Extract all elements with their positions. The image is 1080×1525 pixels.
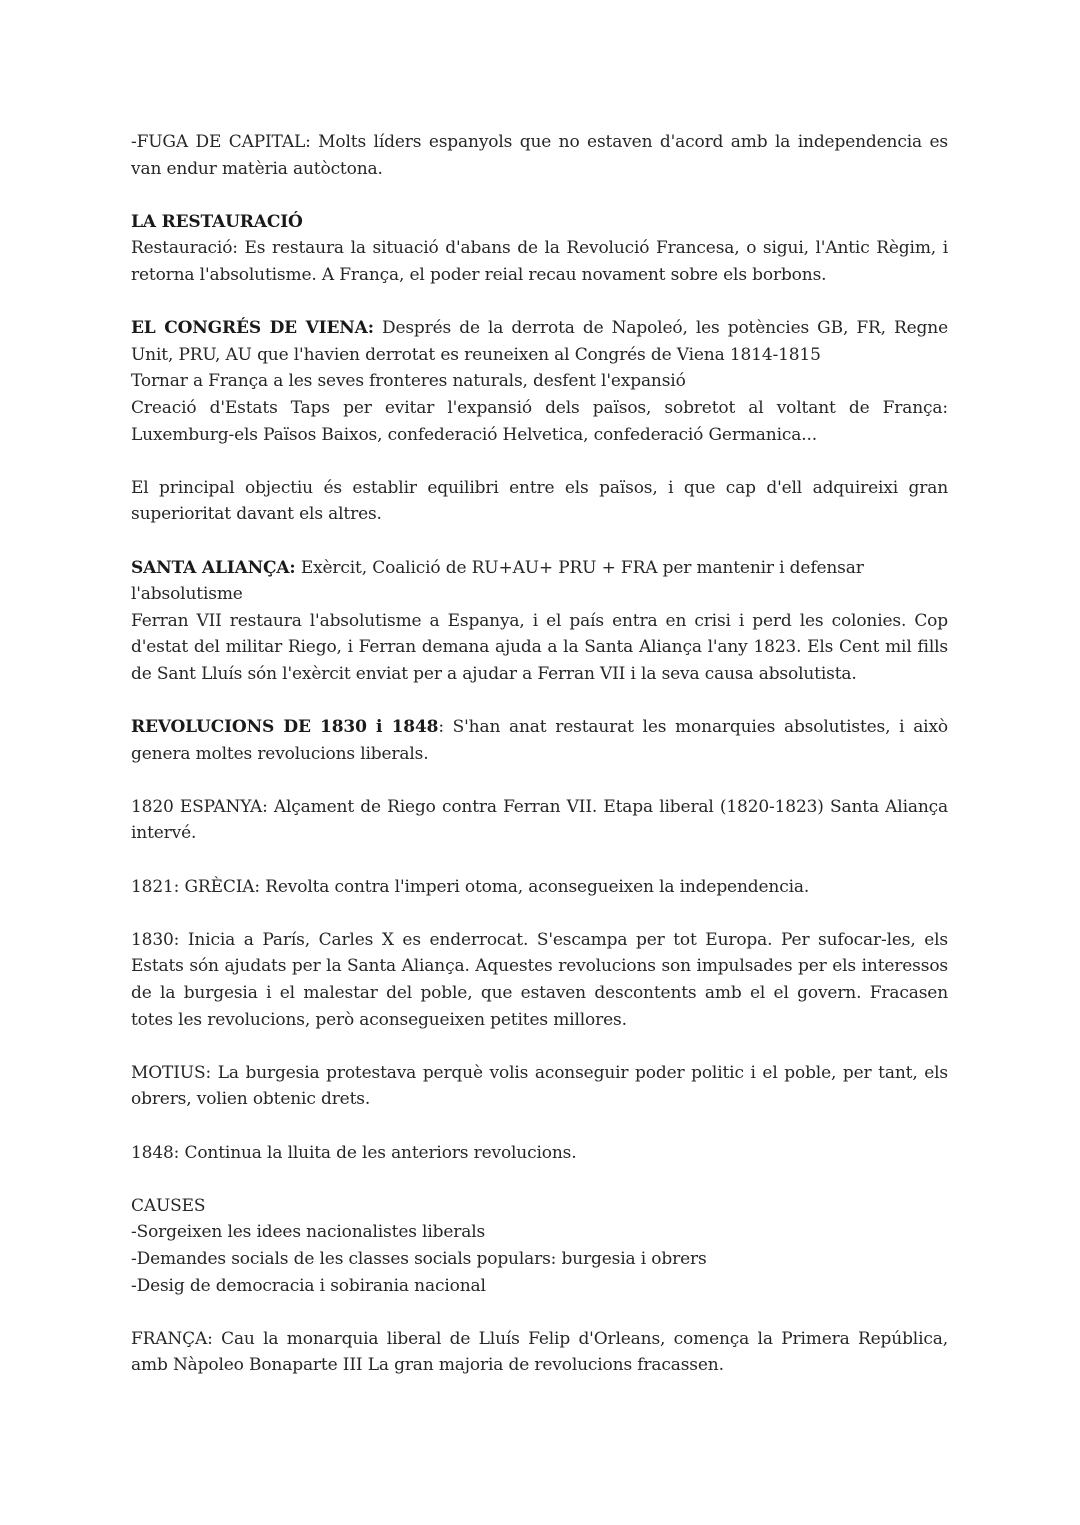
congres-de-viena-intro	[131, 315, 948, 368]
causes-item: -Sorgeixen les idees nacionalistes liberals	[131, 1222, 486, 1243]
santa-alianca-section	[131, 555, 948, 688]
congres-de-viena-fronteres: Tornar a França a les seves fronteres naturals, desfent l'expansió	[131, 371, 686, 392]
congres-de-viena-section	[131, 315, 948, 448]
causes-section	[131, 1193, 948, 1299]
fuga-de-capital-paragraph: -FUGA DE CAPITAL: Molts líders espanyols que no estaven d'acord amb la independencia es van endur matèria autòctona.	[131, 132, 948, 179]
revolucions-text: : S'han anat restaurat les monarquies absolutistes, i això genera moltes revolucions liberals.	[131, 717, 948, 764]
lluita-1848-paragraph: 1848: Continua la lluita de les anteriors revolucions.	[131, 1142, 577, 1163]
espanya-1820-paragraph: 1820 ESPANYA: Alçament de Riego contra Ferran VII. Etapa liberal (1820-1823) Santa Aliança intervé.	[131, 796, 948, 844]
motius-paragraph: MOTIUS: La burgesia protestava perquè volis aconseguir poder politic i el poble, per tant, els obrers, volien obtenic drets.	[131, 1062, 948, 1110]
congres-de-viena-estats-taps: Creació d'Estats Taps per evitar l'expansió dels països, sobretot al voltant de França: Luxemburg-els Països Baixos, confederació Helvetica, confederació Germanica...	[131, 397, 948, 445]
franca-paragraph: FRANÇA: Cau la monarquia liberal de Lluís Felip d'Orleans, comença la Primera República, amb Nàpoleo Bonaparte III La gran majoria de revolucions fracassen.	[131, 1328, 948, 1376]
congres-de-viena-text: Després de la derrota de Napoleó, les potències GB, FR, Regne Unit, PRU, AU que l'havien derrotat es reuneixen al Congrés de Viena 1814-1815	[131, 318, 949, 365]
restauracio-paragraph: Restauració: Es restaura la situació d'abans de la Revolució Francesa, o sigui, l'Antic Règim, i retorna l'absolutisme. A França, el poder reial recau novament sobre els borbons.	[131, 238, 948, 285]
santa-alianca-intro	[131, 555, 948, 608]
causes-heading: CAUSES	[131, 1195, 206, 1216]
grecia-1821-paragraph: 1821: GRÈCIA: Revolta contra l'imperi otoma, aconsegueixen la independencia.	[131, 876, 810, 897]
santa-alianca-text: Exèrcit, Coalició de RU+AU+ PRU + FRA per mantenir i defensar l'absolutisme	[131, 557, 864, 605]
santa-alianca-ferran-paragraph: Ferran VII restaura l'absolutisme a Espanya, i el país entra en crisi i perd les colonies. Cop d'estat del militar Riego, i Ferran demana ajuda a la Santa Aliança l'any 1823. Els Cent mil fills de Sant Lluís són l'exèrcit enviat per a ajudar a Ferran VII i la seva causa absolutista.	[131, 610, 948, 684]
objectiu-paragraph: El principal objectiu és establir equilibri entre els països, i que cap d'ell adquireixi gran superioritat davant els altres.	[131, 477, 948, 525]
restauracio-section	[131, 209, 948, 289]
revolucions-section	[131, 714, 948, 767]
paris-1830-paragraph: 1830: Inicia a París, Carles X es enderrocat. S'escampa per tot Europa. Per sufocar-les, els Estats són ajudats per la Santa Aliança. Aquestes revolucions son impulsades per els interessos de la burgesia i el malestar del poble, que estaven descontents amb el el govern. Fracasen totes les revolucions, però aconsegueixen petites millores.	[131, 929, 948, 1030]
revolucions-label: REVOLUCIONS DE 1830 i 1848	[131, 717, 439, 738]
restauracio-heading: LA RESTAURACIÓ	[131, 211, 303, 232]
document-page	[131, 129, 948, 1406]
santa-alianca-label: SANTA ALIANÇA:	[131, 557, 296, 578]
causes-item: -Demandes socials de les classes socials populars: burgesia i obrers	[131, 1248, 707, 1269]
causes-item: -Desig de democracia i sobirania nacional	[131, 1275, 486, 1296]
congres-de-viena-label: EL CONGRÉS DE VIENA:	[131, 318, 374, 339]
